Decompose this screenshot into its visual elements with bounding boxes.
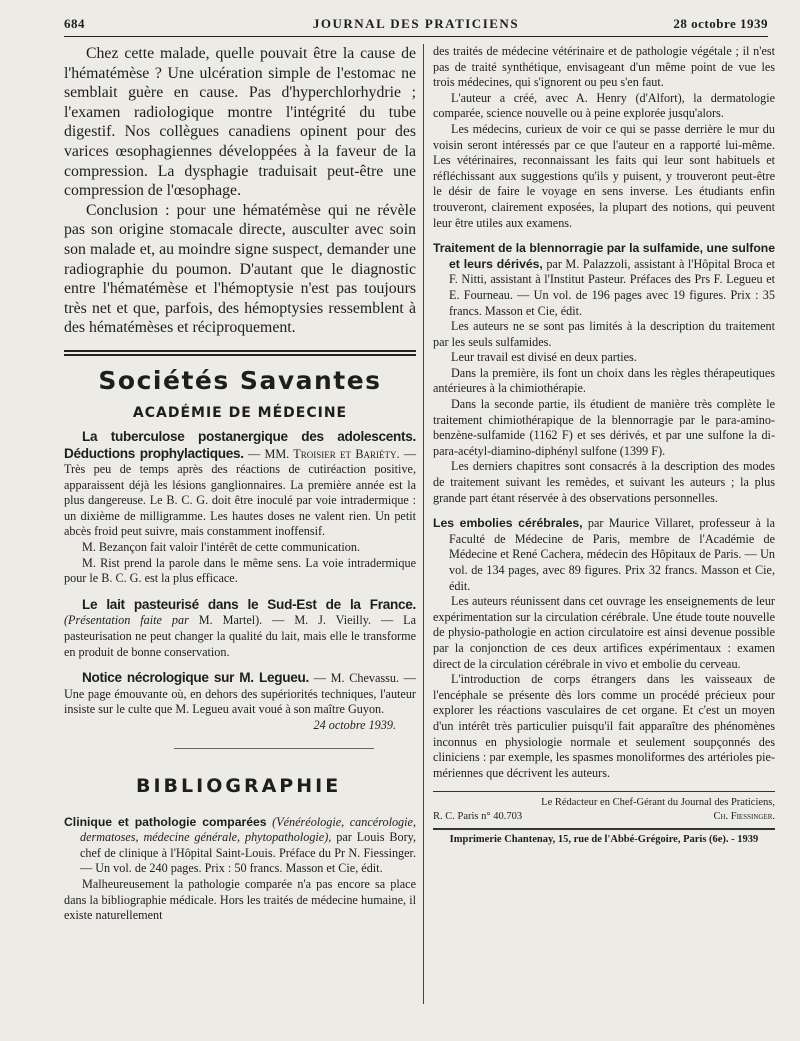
review-continued: des traités de médecine vétérinaire et de pathologie végétale ; il n'est pas de traité synthétique, envisageant d'un même point de vue les trois médecines, qui s'ignorent ou peu s'en faut. — [433, 44, 775, 90]
book-blennorragie — [433, 241, 775, 319]
book-title: Clinique et pathologie comparées — [64, 814, 267, 829]
item-legueu — [64, 670, 416, 718]
book-review: Malheureusement la pathologie comparée n'a pas encore sa place dans la bibliographie médicale. Hors les traités de médecine humaine, il existe naturellement — [64, 876, 416, 923]
review-p3: Les médecins, curieux de voir ce qui se passe derrière le mur du voisin seront intéressés par ce que l'auteur en a rapporté lui-même. Les vétérinaires, reconnaissant les faits qui leur sont habituels et réfléchissant aux suggestions qu'ils y puisent, y trouveront peut-être le désir de faire le voyage en sens inverse. Les étudiants enfin trouveront, clairement exposées, la plupart des notions, qui peuvent leur être utiles aux examens. — [433, 121, 775, 230]
item-presentation: (Présentation faite par — [64, 613, 189, 628]
item-text: — M. Chevassu. — Une page émouvante où, en dehors des supériorités techniques, l'auteur insiste sur le culte que M. Legueu avait voué à son maître Guyon. — [64, 671, 416, 717]
header-rule — [64, 36, 768, 37]
item-authors: — MM. Troisier et Bariéty. — [243, 446, 400, 461]
paragraph-case: Chez cette malade, quelle pouvait être la cause de l'hématémèse ? Une ulcération simple de l'estomac ne semblait guère en cause. Pas d'hyperchlorhydrie ; l'examen radiologique montre l'intégrité du tube digestif. Nos collègues canadiens opinent pour des varices œsophagiennes développées à la faveur de la compression. La dysphagie traduisait peut-être une compression de l'œsophage. — [64, 45, 416, 200]
column-divider — [423, 44, 424, 1004]
paragraph-conclusion: Conclusion : pour une hématémèse qui ne révèle pas son origine stomacale directe, ausculter avec soin son malade et, au moindre signe suspect, demander une radiographie du poumon. D'autant que le diagnostic entre l'hématémèse et l'hémoptysie n'est pas toujours très net et que, parfois, des hémoptysies ressemblent à des hématémèses et réciproquement. — [64, 201, 416, 337]
book-details: par Louis Bory, chef de clinique à l'Hôpital Saint-Louis. Préface du Pr N. Fiessinger. — Un vol. de 240 pages. Prix : 50 francs. Masson et Cie, édit. — [80, 830, 416, 876]
item-text: — Très peu de temps après des réactions de cutiréaction positive, apparaissent déjà les lésions ganglionnaires. La première année est la plus dangereuse. Le B. C. G. doit être inoculé par voie intradermique : un dixième de milligramme. Les hautes doses ne valent rien. Un petit abcès froid peut suivre, mais constamment inoffensif. — [64, 446, 416, 539]
imprint-footer — [433, 791, 775, 847]
review-b3-p1: Les auteurs réunissent dans cet ouvrage les enseignements de leur expérimentation sur la circulation cérébrale. Une étude toute nouvelle de physio-pathologie en action circulatoire est ainsi devenue possible par la conjonction de ces deux artifices expérimentaux : examen direct de la circulation cérébrale in vivo et embolie du cerveau. — [433, 594, 775, 671]
item-title: Le lait pasteurisé dans le Sud-Est de la France. — [82, 596, 416, 612]
section-title: Sociétés Savantes — [98, 365, 382, 395]
item-lait — [64, 597, 416, 660]
book-embolies — [433, 516, 775, 594]
item-rist: M. Rist prend la parole dans le même sens. La voie intradermique pour le B. C. G. est la plus efficace. — [64, 555, 416, 586]
page-number: 684 — [64, 16, 85, 31]
review-b2-p2: Leur travail est divisé en deux parties. — [451, 350, 637, 365]
review-b2-p5: Les derniers chapitres sont consacrés à la description des modes de traitement suivant les remèdes, et suivant les auteurs ; la plus grande part étant réservée à des observations personnelles. — [433, 459, 775, 505]
item-bezancon: M. Bezançon fait valoir l'intérêt de cette communication. — [82, 540, 361, 555]
academy-heading: ACADÉMIE DE MÉDECINE — [132, 404, 348, 421]
issue-date: 28 octobre 1939 — [673, 16, 768, 31]
bibliography-title: BIBLIOGRAPHIE — [136, 774, 342, 797]
journal-title: JOURNAL DES PRATICIENS — [312, 16, 520, 31]
section-double-rule — [64, 350, 416, 356]
page-header — [64, 14, 768, 38]
book-title: Traitement de la blennorragie par la sulfamide, une sulfone et leurs dérivés, — [433, 241, 775, 271]
printer-line: Imprimerie Chantenay, 15, rue de l'Abbé-Grégoire, Paris (6e). - 1939 — [433, 828, 775, 847]
review-p2: L'auteur a créé, avec A. Henry (d'Alfort), la dermatologie comparée, science nouvelle ou à peine explorée jusqu'alors. — [433, 90, 775, 121]
item-title: La tuberculose postanergique des adolescents. Déductions prophylactiques. — [64, 428, 416, 461]
item-title: Notice nécrologique sur M. Legueu. — [82, 670, 309, 686]
review-b2-p3: Dans la première, ils font un choix dans les règles thérapeutiques antérieures à la chimiothérapie. — [433, 365, 775, 396]
item-text: M. Martel). — M. J. Vieilly. — La pasteurisation ne peut changer la qualité du lait, mais elle le transforme en produit de bonne conservation. — [64, 613, 416, 659]
editor-line: Le Rédacteur en Chef-Gérant du Journal des Praticiens, — [541, 797, 775, 809]
item-date: 24 octobre 1939. — [313, 718, 396, 732]
item-tuberculose — [64, 429, 416, 540]
review-b2-p4: Dans la seconde partie, ils étudient de manière très complète le traitement chimiothérapique de la blennorragie par le para-amino-benzène-sulfamide (1162 F) et ses dérivés, et par une sulfone la di-para-acétyl-diamino-diphényl sulfone (1399 F). — [433, 397, 775, 458]
book-details: par M. Palazzoli, assistant à l'Hôpital Broca et F. Nitti, assistant à l'Institut Pasteur. Préfaces des Prs F. Legueu et E. Fourneau. — Un vol. de 196 pages avec 19 figures. Prix : 35 francs. Masson et Cie, édit. — [449, 256, 775, 318]
left-column — [64, 44, 416, 924]
editor-name: Ch. Fiessinger. — [713, 811, 775, 823]
register-number: R. C. Paris n° 40.703 — [433, 811, 523, 823]
book-details: par Maurice Villaret, professeur à la Faculté de Médecine de Paris, membre de l'Académie de Médecine et René Cachera, médecin des Hôpitaux de Paris. — Un vol. de 134 pages, avec 89 figures. Prix 32 francs. Masson et Cie, édit. — [449, 516, 775, 593]
book-clinique — [64, 815, 416, 877]
right-column — [433, 44, 775, 847]
book-subtitle: (Vénéréologie, cancérologie, dermatoses, médecine générale, phytopathologie), — [80, 814, 416, 845]
book-title: Les embolies cérébrales, — [433, 516, 583, 531]
small-rule — [174, 748, 374, 749]
review-b3-p2: L'introduction de corps étrangers dans les vaisseaux de l'encéphale se présente dès lors comme un procédé précieux pour explorer les réactions vasculaires de cet organe. Et c'est un moyen d'un intérêt très particulier puisqu'il fait apparaître des phénomènes inconnus en physiologie normale et seulement soupçonnés des cliniciens : par exemple, les spasmes monoliformes des artérioles pie-mériennes que décrivent les auteurs. — [433, 672, 775, 780]
review-b2-p1: Les auteurs ne se sont pas limités à la description du traitement par les seuls sulfamides. — [433, 319, 775, 349]
